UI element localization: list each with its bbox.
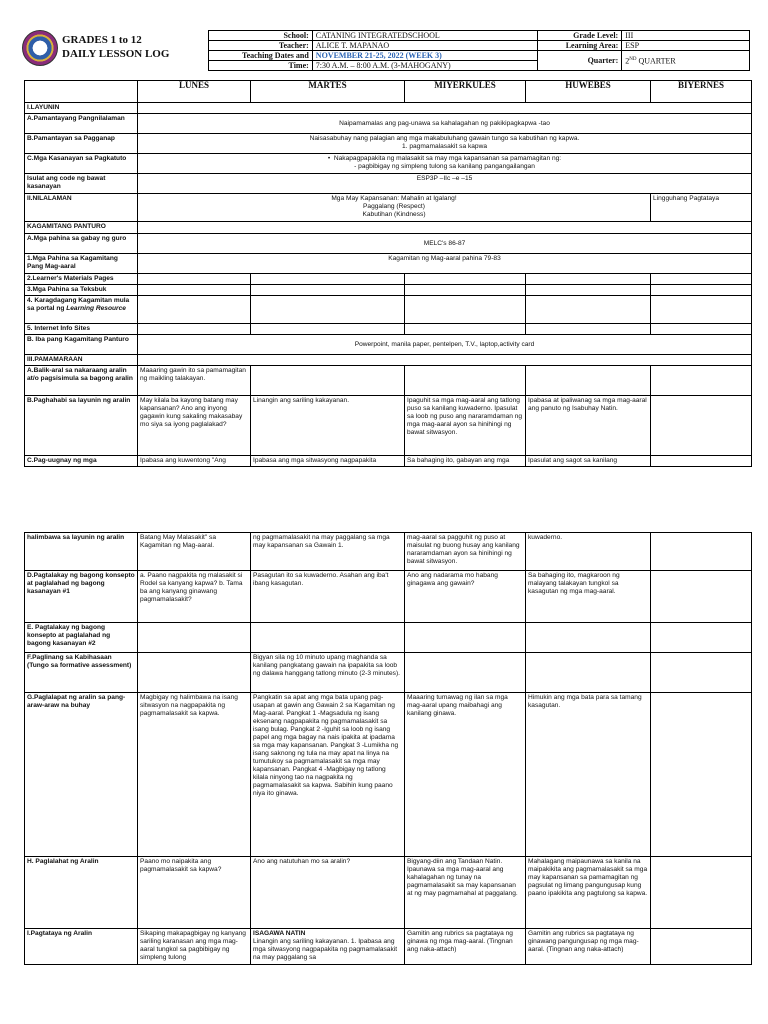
table-row <box>25 623 752 653</box>
quarter-value <box>622 51 750 71</box>
row-label-iba-pang-kagamitan: B. Iba pang Kagamitang Panturo <box>25 335 138 355</box>
table-row <box>25 134 752 154</box>
row-label-pagtalakay-2: E. Pagtalakay ng bagong konsepto at paglalahad ng bagong kasanayan #2 <box>25 623 138 653</box>
table-row <box>25 355 752 366</box>
table-row <box>25 254 752 274</box>
pag-uugnay-miyerkules-cont: mag-aaral sa pagguhit ng puso at maisulat ng buong husay ang kanilang nararamdaman ayon sa hinihingi ng bawat sitwasyon. <box>405 533 526 571</box>
row-label-learners-materials: 2.Learner's Materials Pages <box>25 274 138 285</box>
pamantayan-sa-pagganap-line2: 1. pagmamalasakit sa kapwa <box>401 143 488 150</box>
pag-uugnay-lunes: Ipabasa ang kuwentong "Ang <box>138 456 251 467</box>
quarter-number: 2 <box>625 56 630 66</box>
nilalaman-line3: Kabutihan (Kindness) <box>362 211 426 218</box>
paghahabi-miyerkules: Ipaguhit sa mga mag-aaral ang tatlong puso sa kanilang kuwaderno. Ipasulat sa loob ng puso ang nararamdaman ng mga mag-aaral ayon sa hinihingi ng bawat sitwasyon. <box>405 396 526 456</box>
iba-pang-kagamitan-text: Powerpoint, manila paper, pentelpen, T.V., laptop,activity card <box>138 335 752 355</box>
header-title-dll: DAILY LESSON LOG <box>62 48 170 60</box>
quarter-suffix: ND <box>629 57 637 63</box>
teacher-value: ALICE T. MAPANAO <box>312 41 538 51</box>
code-text: ESP3P –IIc –e –15 <box>138 174 752 194</box>
kasanayan-line1: • Nakapagpapakita ng malasakit sa may mga kapansanan sa pamamagitan ng: <box>327 155 562 162</box>
header-title-grades: GRADES 1 to 12 <box>62 34 142 46</box>
deped-seal-icon <box>22 30 58 66</box>
pag-uugnay-huwebes-cont: kuwaderno. <box>526 533 651 571</box>
row-label-paglinang: F.Paglinang sa Kabihasaan (Tungo sa formative assessment) <box>25 653 138 693</box>
row-label-gabay: A.Mga pahina sa gabay ng guro <box>25 234 138 254</box>
table-row <box>25 154 752 174</box>
row-label-nilalaman: II.NILALAMAN <box>25 194 138 222</box>
table-row <box>25 929 752 965</box>
teaching-dates-label: Teaching Dates and <box>209 51 313 61</box>
pagtalakay-1-huwebes: Sa bahaging ito, magkaroon ng malayang talakayan tungkol sa kasagutan ng mga mag-aaral. <box>526 571 651 623</box>
pag-uugnay-huwebes: Ipasulat ang sagot sa kanilang <box>526 456 651 467</box>
paghahabi-huwebes: Ipabasa at ipaliwanag sa mga mag-aaral ang panuto ng Isabuhay Natin. <box>526 396 651 456</box>
nilalaman-line2: Paggalang (Respect) <box>363 203 425 210</box>
row-label-layunin: I.LAYUNIN <box>25 103 138 114</box>
paglalahat-miyerkules: Bigyang-diin ang Tandaan Natin. Ipaunawa sa mga mag-aaral ang kahalagahan ng tunay na pagmamalasakit sa may kapansanan at ng may pagmamahal at paggalang. <box>405 857 526 929</box>
row-label-internet: 5. Internet Info Sites <box>25 324 138 335</box>
day-header-lunes: LUNES <box>138 81 251 103</box>
time-label: Time: <box>209 61 313 71</box>
pagtalakay-1-lunes: a. Paano nagpakita ng malasakit si Rodel sa kanyang kapwa? b. Tama ba ang kanyang ginawang pagmamalasakit? <box>138 571 251 623</box>
table-row <box>25 366 752 396</box>
paglalapat-miyerkules: Maaaring tumawag ng ilan sa mga mag-aaral upang maibahagi ang kanilang ginawa. <box>405 693 526 857</box>
kasanayan-cell <box>138 154 752 174</box>
day-header-row <box>25 81 752 103</box>
table-row <box>25 533 752 571</box>
table-row <box>25 693 752 857</box>
quarter-word: QUARTER <box>638 56 676 66</box>
kasanayan-line2: - pagbibigay ng simpleng tulong sa kanilang pangangailangan <box>354 163 535 170</box>
gabay-text: MELC's 86-87 <box>138 234 752 254</box>
kagamitang-pang-mag-aaral-text: Kagamitan ng Mag-aaral pahina 79-83 <box>138 254 752 274</box>
school-label: School: <box>209 31 313 41</box>
pag-uugnay-miyerkules: Sa bahaging ito, gabayan ang mga <box>405 456 526 467</box>
row-label-kasanayan: C.Mga Kasanayan sa Pagkatuto <box>25 154 138 174</box>
row-label-pag-uugnay-cont: halimbawa sa layunin ng aralin <box>25 533 138 571</box>
row-label-paghahabi: B.Paghahabi sa layunin ng aralin <box>25 396 138 456</box>
page-2 <box>0 532 768 1024</box>
row-label-pagtataya: I.Pagtataya ng Aralin <box>25 929 138 965</box>
row-label-pamantayang-pangnilalaman: A.Pamantayang Pangnilalaman <box>25 114 138 134</box>
time-value: 7:30 A.M. – 8:00 A.M. (3-MAHOGANY) <box>312 61 538 71</box>
row-label-paglalahat: H. Paglalahat ng Aralin <box>25 857 138 929</box>
table-row <box>25 296 752 324</box>
corner-cell <box>25 81 138 103</box>
grade-level-label: Grade Level: <box>538 31 622 41</box>
table-row <box>25 857 752 929</box>
header-info-table <box>208 30 750 71</box>
table-row <box>25 194 752 222</box>
page-1 <box>0 0 768 470</box>
row-label-teksbuk: 3.Mga Pahina sa Teksbuk <box>25 285 138 296</box>
table-row <box>25 456 752 467</box>
row-label-pamantayan-sa-pagganap: B.Pamantayan sa Pagganap <box>25 134 138 154</box>
pamantayan-sa-pagganap-cell <box>138 134 752 154</box>
pagtataya-lunes: Sikaping makapagbigay ng kanyang sariling karanasan ang mga mag-aaral tungkol sa pagbibigay ng simpleng tulong <box>138 929 251 965</box>
pagtataya-martes-text: Linangin ang sariling kakayanan. 1. Ipabasa ang mga sitwasyong nagpapakita ng pagmamalasakit na may paggalang sa <box>253 938 398 961</box>
paghahabi-martes: Linangin ang sariling kakayanan. <box>251 396 405 456</box>
row-label-paglalapat: G.Paglalapat ng aralin sa pang-araw-araw na buhay <box>25 693 138 857</box>
paglalapat-lunes: Magbigay ng halimbawa na isang sitwasyon na nagpapakita ng pagmamalasakit sa kapwa. <box>138 693 251 857</box>
lesson-log-table-page1 <box>24 80 752 467</box>
pag-uugnay-martes-cont: ng pagmamalasakit na may paggalang sa mga may kapansanan sa Gawain 1. <box>251 533 405 571</box>
table-row <box>25 653 752 693</box>
table-row <box>25 103 752 114</box>
table-row <box>25 335 752 355</box>
balik-aral-lunes: Maaaring gawin ito sa pamamagitan ng maikling talakayan. <box>138 366 251 396</box>
pagtalakay-1-miyerkules: Ano ang nadarama mo habang ginagawa ang gawain? <box>405 571 526 623</box>
pag-uugnay-martes: Ipabasa ang mga sitwasyong nagpapakita <box>251 456 405 467</box>
paglalapat-martes: Pangkatin sa apat ang mga bata upang pag-usapan at gawin ang Gawain 2 sa Kagamitan ng Mag-aaral. Pangkat 1 -Magsadula ng isang eksenang nagpapakita ng pagmamalasakit sa isang bulag. Pangkat 2 -Iguhit sa loob ng isang papel ang mga bagay na nais ipakita at ipadama sa mga may kapansanan. Pangkat 3 -Lumikha ng isang saknong ng tula na may apat na linya na tumutukoy sa pagmamalasakit sa mga may kapansanan. Pangkat 4 -Magbigay ng tatlong kilala ninyong tao na nagpakita ng pagmamalasakit sa kapwa. Sabihin kung paano niya ito ginawa. <box>251 693 405 857</box>
nilalaman-biyernes: Lingguhang Pagtataya <box>651 194 752 222</box>
teaching-dates-value: NOVEMBER 21-25, 2022 (WEEK 3) <box>312 51 538 61</box>
day-header-martes: MARTES <box>251 81 405 103</box>
row-label-balik-aral: A.Balik-aral sa nakaraang aralin at/o pagsisimula sa bagong aralin <box>25 366 138 396</box>
isagawa-natin-title: ISAGAWA NATIN <box>253 930 306 937</box>
document-header <box>22 30 750 74</box>
pagtataya-huwebes: Gamitin ang rubrics sa pagtataya ng ginawang pangungusap ng mga mag-aaral. (Tingnan ang naka-attach) <box>526 929 651 965</box>
pamantayan-sa-pagganap-line1: Naisasabuhay nang palagian ang mga makabuluhang gawain tungo sa kabutihan ng kapwa. <box>309 135 580 142</box>
page-gap <box>0 470 768 532</box>
row-label-pamamaraan: III.PAMAMARAAN <box>25 355 138 366</box>
table-row <box>25 174 752 194</box>
grade-level-value: III <box>622 31 750 41</box>
table-row <box>25 274 752 285</box>
nilalaman-line1: Mga May Kapansanan: Mahalin at Igalang! <box>331 195 457 202</box>
quarter-label: Quarter: <box>538 51 622 71</box>
row-label-kagamitang-pang-mag-aaral: 1.Mga Pahina sa Kagamitang Pang Mag-aaral <box>25 254 138 274</box>
lesson-log-table-page2 <box>24 532 752 965</box>
kagamitan-cell <box>138 222 752 234</box>
teacher-label: Teacher: <box>209 41 313 51</box>
day-header-huwebes: HUWEBES <box>526 81 651 103</box>
table-row <box>25 571 752 623</box>
table-row <box>25 396 752 456</box>
day-header-biyernes: BIYERNES <box>651 81 752 103</box>
table-row <box>25 285 752 296</box>
table-row <box>25 222 752 234</box>
paglinang-martes: Bigyan sila ng 10 minuto upang maghanda sa kanilang pangkatang gawain na ipapakita sa loob ng dalawa hanggang tatlong minuto (2-3 minutes). <box>251 653 405 693</box>
pagtataya-martes <box>251 929 405 965</box>
row-label-karagdagang-kagamitan: 4. Karagdagang Kagamitan mula sa portal ng Learning Resource <box>25 296 138 324</box>
nilalaman-cell <box>138 194 651 222</box>
table-row <box>25 324 752 335</box>
row-label-pag-uugnay: C.Pag-uugnay ng mga <box>25 456 138 467</box>
layunin-cell <box>138 103 752 114</box>
paglalahat-martes: Ano ang natutuhan mo sa aralin? <box>251 857 405 929</box>
learning-area-label: Learning Area: <box>538 41 622 51</box>
paglalapat-huwebes: Himukin ang mga bata para sa tamang kasagutan. <box>526 693 651 857</box>
row-label-kagamitan: KAGAMITANG PANTURO <box>25 222 138 234</box>
table-row <box>25 234 752 254</box>
learning-area-value: ESP <box>622 41 750 51</box>
school-value: CATANING INTEGRATEDSCHOOL <box>312 31 538 41</box>
pagtalakay-1-martes: Pasagutan ito sa kuwaderno. Asahan ang iba't ibang kasagutan. <box>251 571 405 623</box>
day-header-miyerkules: MIYERKULES <box>405 81 526 103</box>
row-label-code: Isulat ang code ng bawat kasanayan <box>25 174 138 194</box>
paglalahat-huwebes: Mahalagang maipaunawa sa kanila na maipakikita ang pagmamalasakit sa mga may kapansanan sa pamamagitan ng pagsulat ng limang pangungusap kung paano ipakikita ang pagtulong sa kapwa. <box>526 857 651 929</box>
paglalahat-lunes: Paano mo naipakita ang pagmamalasakit sa kapwa? <box>138 857 251 929</box>
table-row <box>25 114 752 134</box>
row-label-pagtalakay-1: D.Pagtalakay ng bagong konsepto at paglalahad ng bagong kasanayan #1 <box>25 571 138 623</box>
pamantayang-pangnilalaman-text: Naipamamalas ang pag-unawa sa kahalagahan ng pakikipagkapwa -tao <box>138 114 752 134</box>
pag-uugnay-lunes-cont: Batang May Malasakit" sa Kagamitan ng Mag-aaral. <box>138 533 251 571</box>
pagtataya-miyerkules: Gamitin ang rubrics sa pagtataya ng ginawa ng mga mag-aaral. (Tingnan ang naka-attach) <box>405 929 526 965</box>
paghahabi-lunes: May kilala ba kayong batang may kapansanan? Ano ang inyong gagawin kung sakaling makasabay mo siya sa iyong paglalakad? <box>138 396 251 456</box>
